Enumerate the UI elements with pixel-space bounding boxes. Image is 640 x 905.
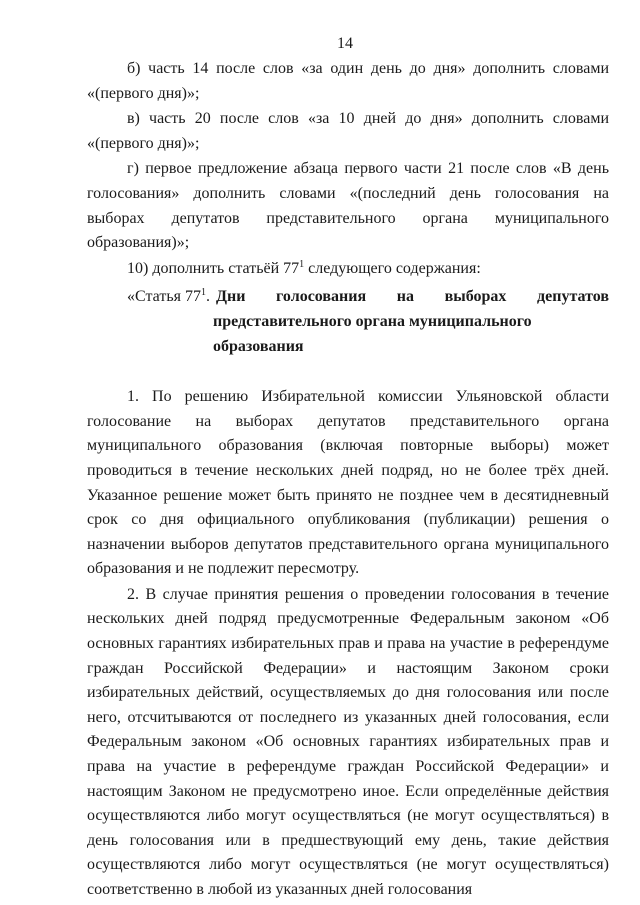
document-body <box>87 57 609 903</box>
clause-1: 1. По решению Избирательной комиссии Ульяновской области голосование на выборах депутатов представительного органа муниципального образования (включая повторные выборы) может проводиться в течение нескольких дней подряд, но не более трёх дней. Указанное решение может быть принято не позднее чем в десятидневный срок со дня официального опубликования (публикации) решения о назначении выборов депутатов представительного органа муниципального образования и не подлежит пересмотру. <box>87 388 609 578</box>
clause-2: 2. В случае принятия решения о проведении голосования в течение нескольких дней подряд предусмотренные Федеральным законом «Об основных гарантиях избирательных прав и права на участие в референдуме граждан Российской Федерации» и настоящим Законом сроки избирательных действий, осуществляемых до дня голосования или после него, отсчитываются от последнего из указанных дней голосования, если Федеральным законом «Об основных гарантиях избирательных прав и права на участие в референдуме граждан Российской Федерации» и настоящим Законом не предусмотрено иное. Если определённые действия осуществляются либо могут осуществляться (не могут осуществляться) в день голосования или в предшествующий ему день, такие действия осуществляются либо могут осуществляться (не могут осуществляться) соответственно в любой из указанных дней голосования <box>87 585 609 898</box>
paragraph-g: г) первое предложение абзаца первого части 21 после слов «В день голосования» дополнить словами «(последний день голосования на выборах депутатов представительного органа муниципального образования)»; <box>87 160 609 252</box>
article-number-superscript: 1 <box>200 287 206 299</box>
article-title-line-2: представительного органа муниципального образования <box>213 312 532 355</box>
article-number <box>127 285 210 310</box>
article-number-text: «Статья 77 <box>127 288 201 306</box>
paragraph-item-10 <box>87 257 609 282</box>
article-heading <box>87 285 609 359</box>
item-10-suffix: следующего содержания: <box>304 259 481 277</box>
paragraph-b: б) часть 14 после слов «за один день до дня» дополнить словами «(первого дня)»; <box>87 60 609 102</box>
item-10-text: 10) дополнить статьёй 77 <box>127 259 300 277</box>
article-number-suffix: . <box>205 288 210 306</box>
paragraph-v: в) часть 20 после слов «за 10 дней до дня» дополнить словами «(первого дня)»; <box>87 110 609 152</box>
item-10-superscript: 1 <box>299 258 305 270</box>
page-number: 14 <box>337 35 353 52</box>
article-title-line-1: Дни голосования на выборах депутатов <box>215 288 609 306</box>
